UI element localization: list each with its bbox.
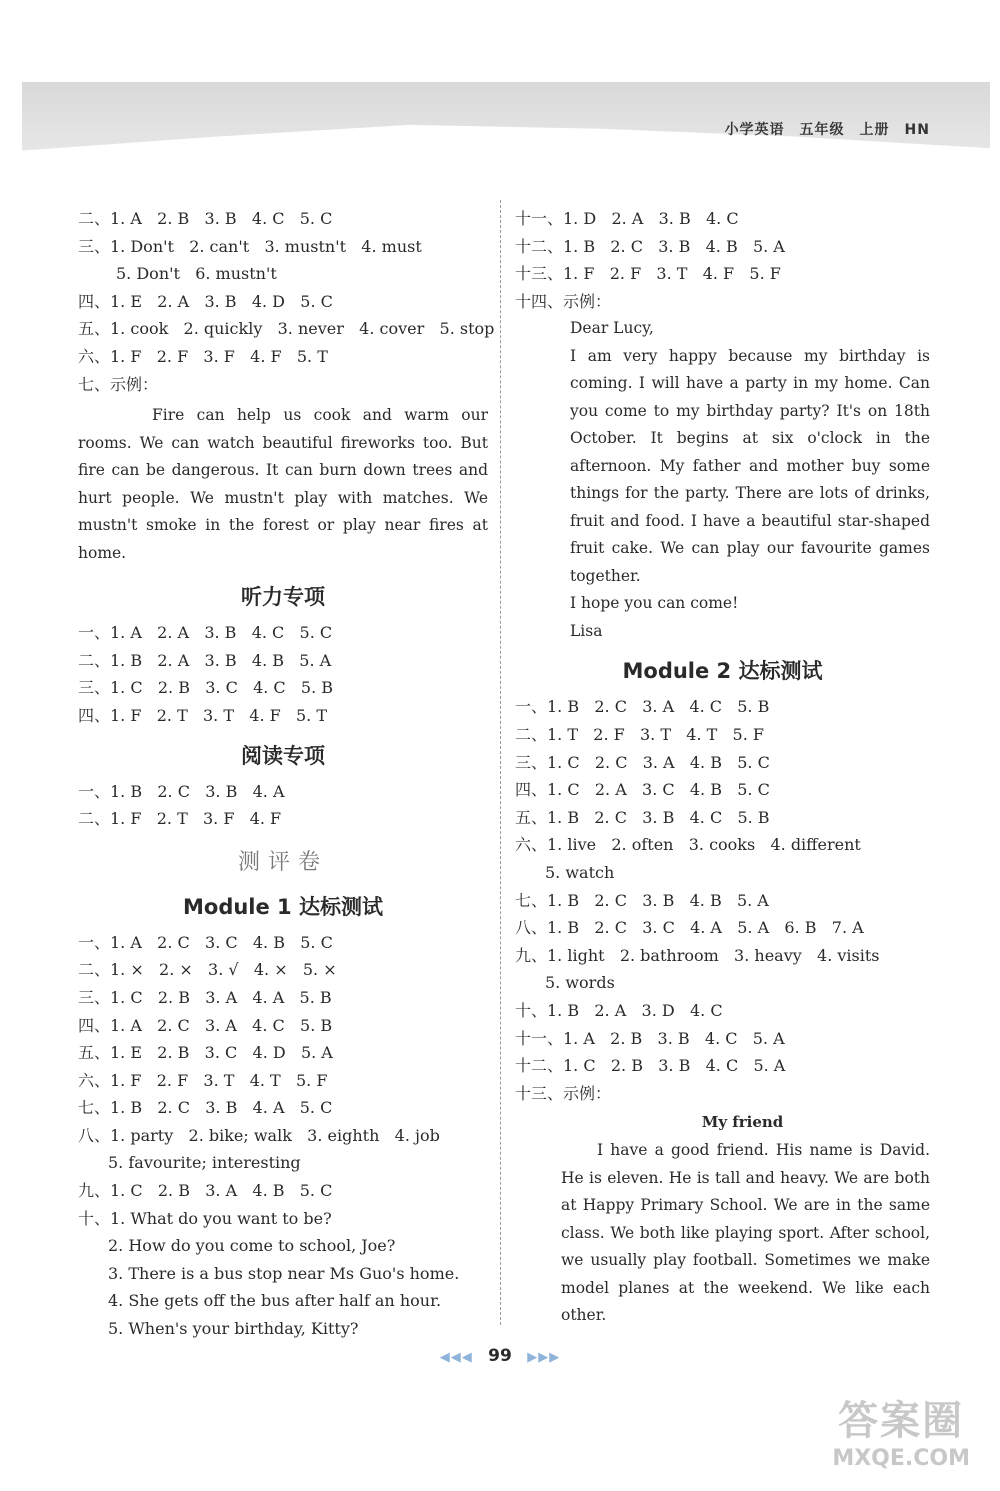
answer-line: 五、1. B 2. C 3. B 4. C 5. B: [515, 807, 770, 827]
answer-line: 一、1. B 2. C 3. B 4. A: [78, 781, 285, 801]
section-title-listening: 听力专项: [241, 585, 325, 610]
answer-line-cont: 5. favourite; interesting: [108, 1153, 301, 1173]
answer-line: 十三、1. F 2. F 3. T 4. F 5. F: [515, 264, 781, 284]
column-divider: [500, 200, 501, 1325]
letter-greeting: Dear Lucy,: [570, 319, 654, 338]
watermark: [832, 1389, 970, 1471]
answer-line: 九、1. C 2. B 3. A 4. B 5. C: [78, 1181, 333, 1201]
next-arrows-icon: ▶▶▶: [527, 1350, 561, 1365]
answer-line: 二、1. A 2. B 3. B 4. C 5. C: [78, 209, 333, 228]
letter-signature: Lisa: [570, 621, 603, 640]
answer-line: 七、示例：: [78, 374, 159, 394]
answer-line: 七、1. B 2. C 3. B 4. B 5. A: [515, 890, 769, 910]
answer-line: 十一、1. D 2. A 3. B 4. C: [515, 209, 739, 228]
answer-line: 六、1. F 2. F 3. T 4. T 5. F: [78, 1070, 328, 1090]
answer-line: 十、1. B 2. A 3. D 4. C: [515, 1000, 723, 1020]
answer-line: 六、1. live 2. often 3. cooks 4. different: [515, 835, 861, 855]
answer-line: 二、1. F 2. T 3. F 4. F: [78, 809, 282, 829]
essay-paragraph: I have a good friend. His name is David. He is eleven. He is tall and heavy. We are both at Happy Primary School. We are in the same class. We both like playing sport. After school, we usually play football. Sometimes we make model planes at the weekend. We like each other.: [561, 1141, 930, 1325]
answer-line: 三、1. C 2. C 3. A 4. B 5. C: [515, 752, 770, 772]
letter-body: I am very happy because my birthday is coming. I will have a party in my home. Can you come to my birthday party? It's on 18th October. It begins at six o'clock in the afternoon. My father and mother buy some things for the party. There are lots of drinks, fruit and food. I have a beautiful star-shaped fruit cake. We can play our favourite games together.: [570, 346, 930, 585]
answer-line: 十、1. What do you want to be?: [78, 1208, 332, 1228]
page-footer: [0, 1346, 1000, 1366]
answer-line-cont: 4. She gets off the bus after half an hour.: [108, 1291, 442, 1311]
answer-line-cont: 3. There is a bus stop near Ms Guo's home.: [108, 1263, 460, 1283]
header-text: 小学英语 五年级 上册 HN: [724, 122, 930, 138]
answer-line: 三、1. C 2. B 3. A 4. A 5. B: [78, 987, 332, 1007]
essay-body: [515, 1137, 930, 1330]
answer-line: 三、1. C 2. B 3. C 4. C 5. B: [78, 678, 334, 698]
answer-line: 十三、示例：: [515, 1083, 612, 1103]
answer-line: 二、1. × 2. × 3. √ 4. × 5. ×: [78, 960, 337, 980]
answer-line: 十一、1. A 2. B 3. B 4. C 5. A: [515, 1028, 785, 1048]
section-title-module1: Module 1 达标测试: [183, 894, 383, 919]
answer-line: 五、1. E 2. B 3. C 4. D 5. A: [78, 1043, 333, 1063]
answer-line: 六、1. F 2. F 3. F 4. F 5. T: [78, 346, 328, 366]
sample-essay: Fire can help us cook and warm our rooms. We can watch beautiful fireworks too. But fire can be dangerous. It can burn down trees and hurt people. We mustn't play with matches. We mustn't smoke in the forest or play near fires at home.: [78, 406, 488, 562]
page-number: 99: [488, 1346, 512, 1366]
answer-line-cont: 5. Don't 6. mustn't: [116, 264, 277, 284]
answer-line: 五、1. cook 2. quickly 3. never 4. cover 5. stop: [78, 319, 495, 339]
answer-line: 四、1. F 2. T 3. T 4. F 5. T: [78, 705, 328, 725]
prev-arrows-icon: ◀◀◀: [439, 1350, 473, 1365]
answer-line: 八、1. party 2. bike; walk 3. eighth 4. job: [78, 1125, 440, 1145]
answer-line: 四、1. A 2. C 3. A 4. C 5. B: [78, 1015, 333, 1035]
answer-line: 八、1. B 2. C 3. C 4. A 5. A 6. B 7. A: [515, 918, 864, 938]
answer-line: 一、1. A 2. A 3. B 4. C 5. C: [78, 623, 333, 643]
section-title-reading: 阅读专项: [241, 743, 325, 768]
answer-line-cont: 5. watch: [545, 862, 615, 882]
essay-title: My friend: [701, 1113, 784, 1132]
watermark-logo: 答案圈: [838, 1398, 965, 1444]
right-column: [515, 205, 930, 1330]
answer-line: 三、1. Don't 2. can't 3. mustn't 4. must: [78, 236, 422, 256]
answer-line-cont: 5. words: [545, 973, 615, 993]
answer-line: 四、1. C 2. A 3. C 4. B 5. C: [515, 780, 770, 800]
left-column: [78, 205, 495, 1343]
answer-line-cont: 2. How do you come to school, Joe?: [108, 1236, 396, 1256]
answer-line: 十四、示例：: [515, 291, 612, 311]
answer-line: 一、1. A 2. C 3. C 4. B 5. C: [78, 932, 333, 952]
answer-line: 一、1. B 2. C 3. A 4. C 5. B: [515, 697, 770, 717]
section-title-module2: Module 2 达标测试: [622, 659, 823, 684]
answer-line: 十二、1. B 2. C 3. B 4. B 5. A: [515, 236, 785, 256]
answer-line: 九、1. light 2. bathroom 3. heavy 4. visits: [515, 945, 880, 965]
section-title-tests: 测评卷: [237, 849, 328, 875]
answer-line: 二、1. B 2. A 3. B 4. B 5. A: [78, 650, 332, 670]
answer-line: 七、1. B 2. C 3. B 4. A 5. C: [78, 1098, 333, 1118]
watermark-url: MXQE.COM: [832, 1446, 970, 1471]
answer-line: 十二、1. C 2. B 3. B 4. C 5. A: [515, 1056, 786, 1076]
answer-line: 二、1. T 2. F 3. T 4. T 5. F: [515, 724, 765, 744]
letter-close: I hope you can come!: [570, 594, 739, 613]
answer-line-cont: 5. When's your birthday, Kitty?: [108, 1319, 359, 1339]
answer-line: 四、1. E 2. A 3. B 4. D 5. C: [78, 291, 333, 311]
